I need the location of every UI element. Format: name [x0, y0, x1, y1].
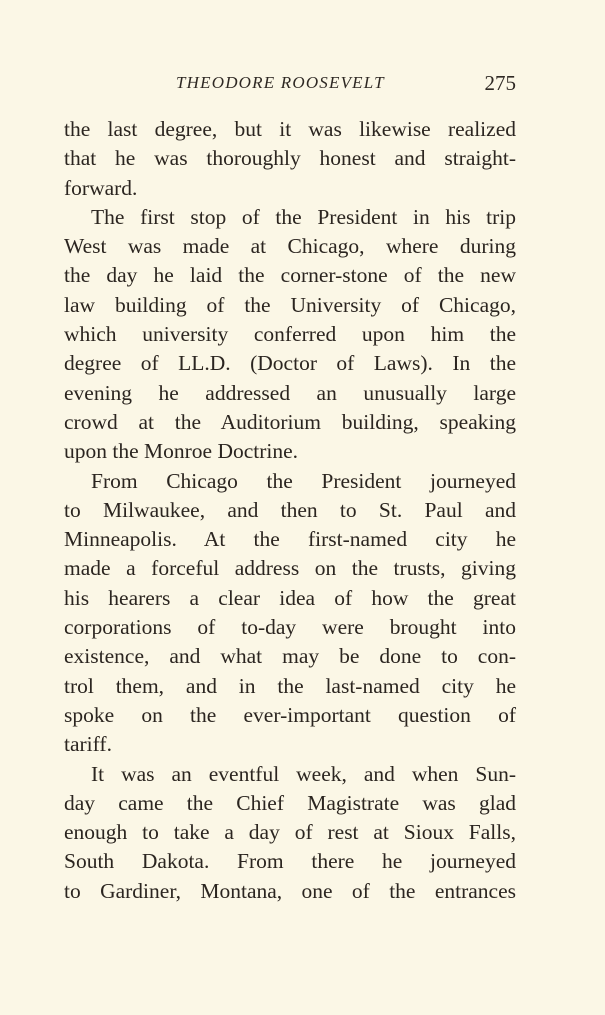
text-line: trol them, and in the last-named city he — [64, 673, 516, 698]
text-line: day came the Chief Magistrate was glad — [64, 790, 516, 815]
paragraph-first-line: From Chicago the President journeyed — [91, 468, 516, 493]
text-line: to Milwaukee, and then to St. Paul and — [64, 497, 516, 522]
page-number: 275 — [484, 71, 516, 95]
text-line: tariff. — [64, 732, 112, 757]
text-line: forward. — [64, 175, 138, 200]
text-line: that he was thoroughly honest and straight- — [64, 146, 516, 171]
running-header — [64, 71, 516, 101]
paragraph-first-line: The first stop of the President in his trip — [91, 204, 516, 229]
text-line: the day he laid the corner-stone of the new — [64, 263, 516, 288]
text-line: degree of LL.D. (Doctor of Laws). In the — [64, 351, 516, 376]
text-line: evening he addressed an unusually large — [64, 380, 516, 405]
text-line: made a forceful address on the trusts, giving — [64, 556, 516, 581]
text-line: law building of the University of Chicago, — [64, 292, 516, 317]
text-line: the last degree, but it was likewise realized — [64, 117, 516, 141]
body-text — [64, 115, 516, 906]
running-title: THEODORE ROOSEVELT — [176, 73, 385, 92]
text-line: crowd at the Auditorium building, speaking — [64, 409, 516, 434]
text-line: Minneapolis. At the first-named city he — [64, 527, 516, 552]
text-line: his hearers a clear idea of how the great — [64, 585, 516, 610]
text-line: existence, and what may be done to con- — [64, 644, 516, 669]
text-line: enough to take a day of rest at Sioux Falls, — [64, 820, 516, 845]
text-line: South Dakota. From there he journeyed — [64, 849, 516, 874]
text-line: to Gardiner, Montana, one of the entrances — [64, 878, 516, 903]
text-line: which university conferred upon him the — [64, 322, 516, 347]
text-line: corporations of to-day were brought into — [64, 615, 516, 640]
text-line: West was made at Chicago, where during — [64, 234, 516, 259]
text-line: upon the Monroe Doctrine. — [64, 439, 299, 464]
text-line: spoke on the ever-important question of — [64, 702, 516, 727]
paragraph-first-line: It was an eventful week, and when Sun- — [91, 761, 516, 786]
